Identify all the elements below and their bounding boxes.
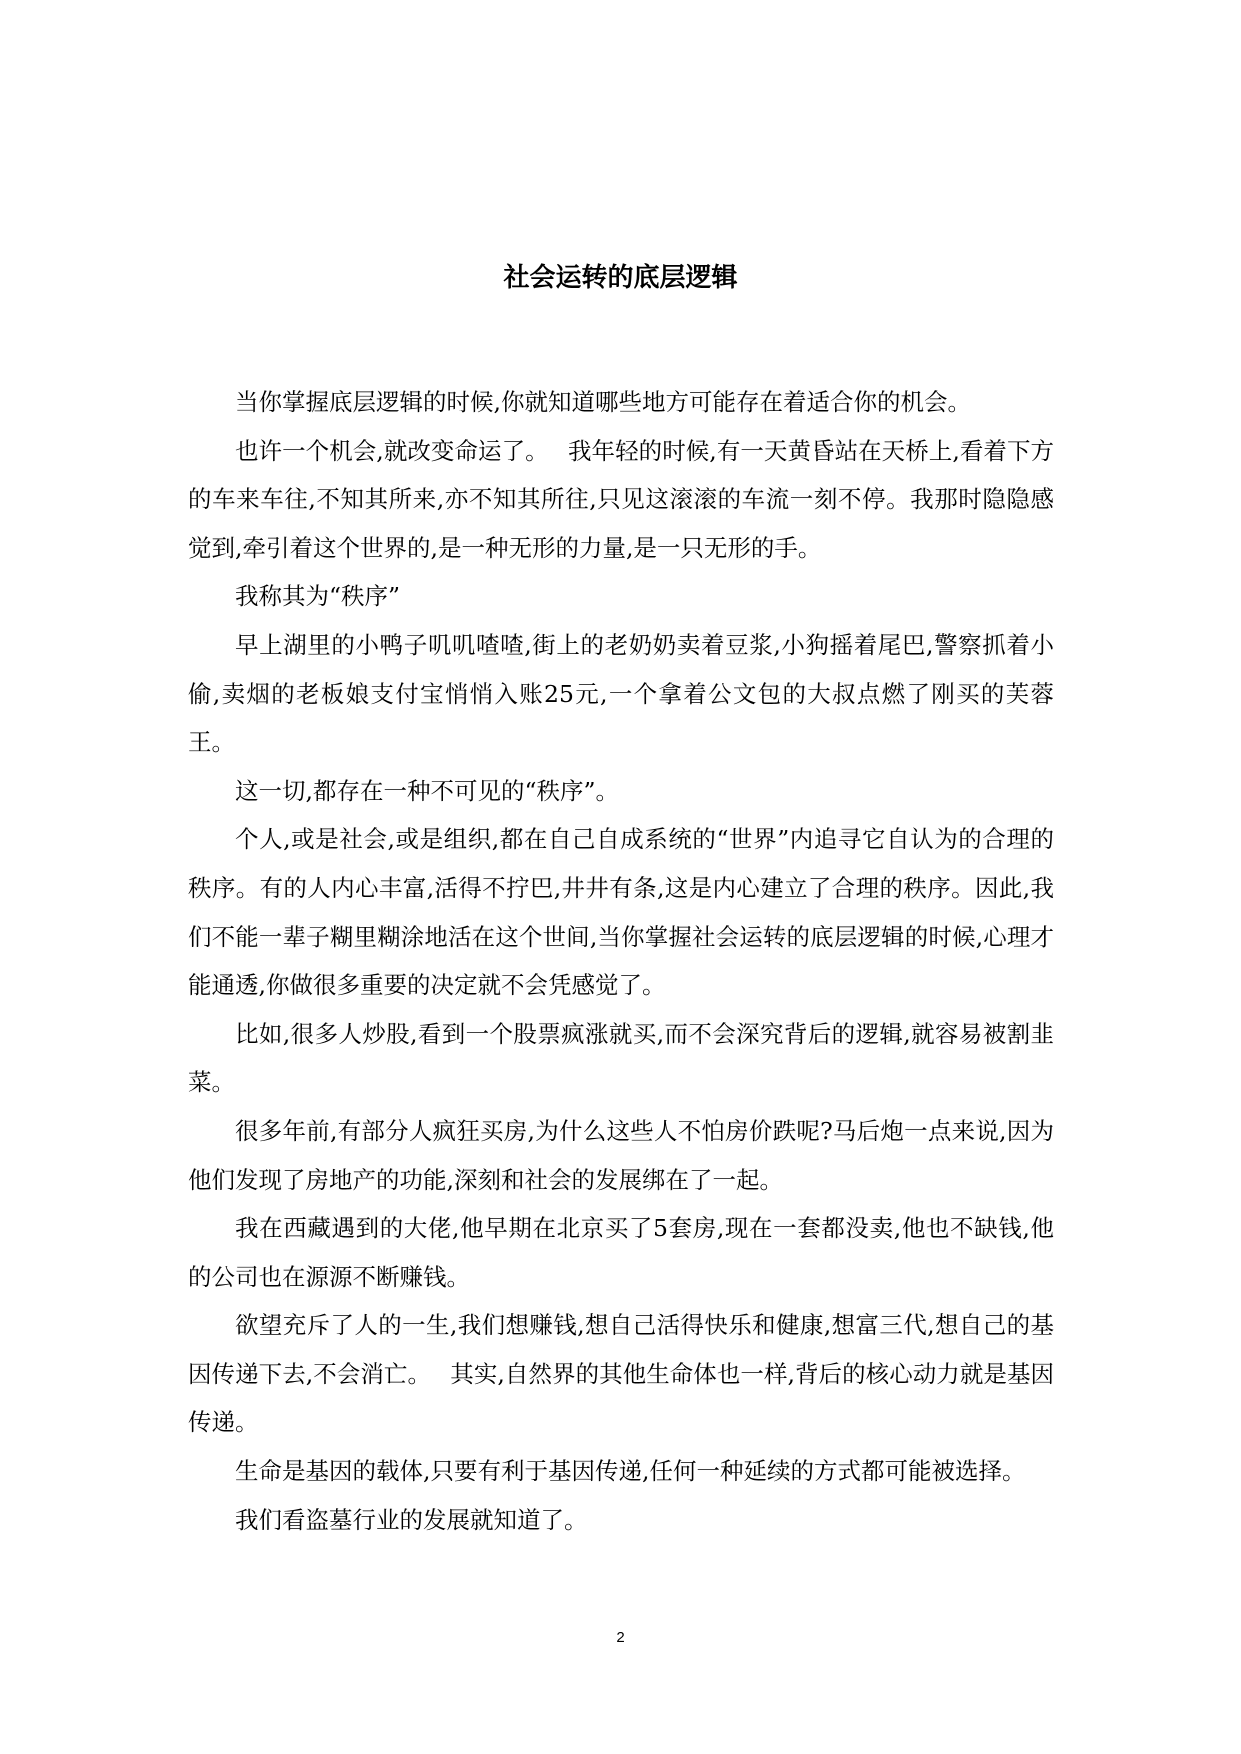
paragraph: 很多年前,有部分人疯狂买房,为什么这些人不怕房价跌呢?马后炮一点来说,因为他们发现了房地产的功能,深刻和社会的发展绑在了一起。 [188,1116,1054,1194]
paragraph: 欲望充斥了人的一生,我们想赚钱,想自己活得快乐和健康,想富三代,想自己的基因传递下去,不会消亡。 其实,自然界的其他生命体也一样,背后的核心动力就是基因传递。 [188,1311,1054,1437]
document-title: 社会运转的底层逻辑 [503,263,738,293]
page-number: 2 [616,1629,625,1646]
paragraph: 我在西藏遇到的大佬,他早期在北京买了5套房,现在一套都没卖,他也不缺钱,他的公司也在源源不断赚钱。 [188,1214,1054,1291]
paragraph: 生命是基因的载体,只要有利于基因传递,任何一种延续的方式都可能被选择。 [235,1457,1026,1486]
paragraph: 早上湖里的小鸭子叽叽喳喳,街上的老奶奶卖着豆浆,小狗摇着尾巴,警察抓着小偷,卖烟的老板娘支付宝悄悄入账25元,一个拿着公文包的大叔点燃了刚买的芙蓉王。 [188,630,1054,757]
paragraph: 也许一个机会,就改变命运了。 我年轻的时候,有一天黄昏站在天桥上,看着下方的车来车往,不知其所来,亦不知其所往,只见这滚滚的车流一刻不停。我那时隐隐感觉到,牵引着这个世界的,是一种无形的力量,是一只无形的手。 [188,436,1054,562]
document-body [188,378,1054,1544]
paragraph: 当你掌握底层逻辑的时候,你就知道哪些地方可能存在着适合你的机会。 [235,388,971,416]
paragraph: 我称其为“秩序” [235,582,401,611]
paragraph: 这一切,都存在一种不可见的“秩序”。 [235,776,619,805]
paragraph: 个人,或是社会,或是组织,都在自己自成系统的“世界”内追寻它自认为的合理的秩序。有的人内心丰富,活得不拧巴,井井有条,这是内心建立了合理的秩序。因此,我们不能一辈子糊里糊涂地活在这个世间,当你掌握社会运转的底层逻辑的时候,心理才能通透,你做很多重要的决定就不会凭感觉了。 [188,825,1054,1000]
paragraph: 我们看盗墓行业的发展就知道了。 [235,1505,588,1534]
paragraph: 比如,很多人炒股,看到一个股票疯涨就买,而不会深究背后的逻辑,就容易被割韭菜。 [188,1019,1054,1097]
